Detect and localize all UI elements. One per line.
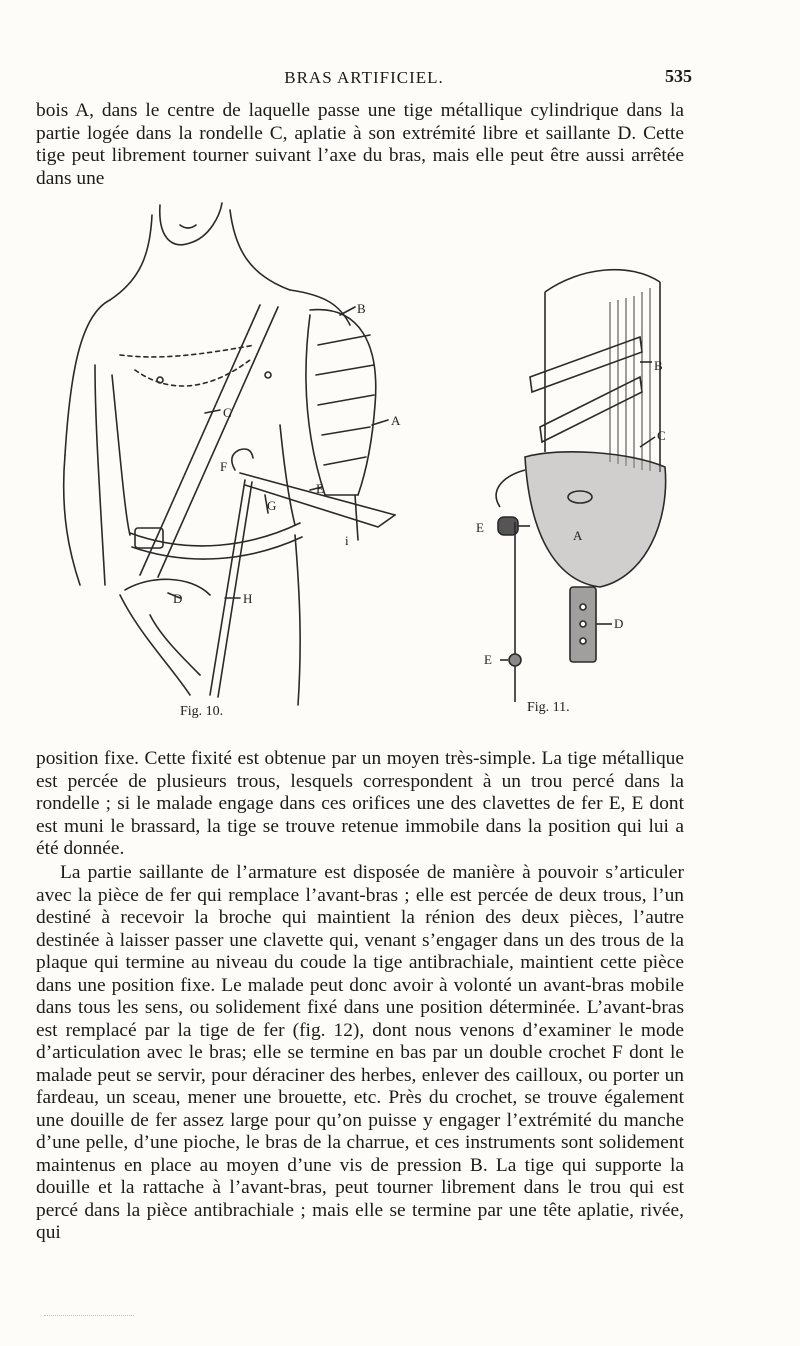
figure-10-illustration [40,195,420,715]
fig11-label-c: C [657,428,666,443]
fig11-label-d: D [614,616,624,631]
fig10-label-c: C [223,405,232,420]
paragraph-top: bois A, dans le centre de laquelle passe une tige métallique cylindrique dans la partie logée dans la rondelle C, aplatie à son extrémité libre et saillante D. Cette tige peut librement tourner suivant l’axe du bras, mais elle peut être aussi arrêtée dans une [36,100,684,189]
figure-10-caption: Fig. 10. [180,704,224,719]
fig10-label-d: D [173,591,183,606]
page-number: 535 [665,66,692,86]
footer-smudge [44,1315,134,1318]
running-head [44,66,692,94]
figure-11-illustration [470,262,680,712]
running-title: BRAS ARTIFICIEL. [284,68,444,87]
fig10-label-f: F [220,459,228,474]
paragraph-middle: position fixe. Cette fixité est obtenue par un moyen très-simple. La tige métallique est percée de plusieurs trous, lesquels correspondent à un trou percé dans la rondelle ; si le malade engage dans ces orifices une des clavettes de fer E, E dont est muni le brassard, la tige se trouve retenue immobile dans la position qui lui a été donnée. [36,748,684,859]
fig11-label-e-lower: E [484,652,492,667]
fig11-label-b: B [654,358,663,373]
fig10-label-i: i [345,533,349,548]
fig10-label-b: B [357,301,366,316]
fig10-label-g: G [267,498,277,513]
fig10-label-e: E [316,481,324,496]
fig10-label-h: H [243,591,253,606]
figure-11-caption: Fig. 11. [527,700,570,715]
fig11-label-a: A [573,528,583,543]
paragraph-main: La partie saillante de l’armature est disposée de manière à pouvoir s’articuler avec la pièce de fer qui remplace l’avant-bras ; elle est percée de deux trous, l’un destiné à recevoir la broche qui maintient la rénion des deux pièces, l’autre destinée à laisser passer une clavette qui, venant s’engager dans un des trous de la plaque qui termine au niveau du coude la tige antibrachiale, maintient cette pièce dans une position fixe. Le malade peut donc avoir à volonté un avant-bras mobile dans tous les sens, ou solidement fixé dans une position déterminée. L’avant-bras est remplacé par la tige de fer (fig. 12), dont nous venons d’examiner le mode d’articulation avec le bras; elle se termine en bas par un double crochet F dont le malade peut se servir, pour déraciner des herbes, enlever des cailloux, ou porter un fardeau, un sceau, mener une brouette, etc. Près du crochet, se trouve également une douille de fer assez large pour qu’on puisse y engager l’extrémité du manche d’une pelle, d’une pioche, le bras de la charrue, et ces instruments sont solidement maintenus en place au moyen d’une vis de pression B. La tige qui supporte la douille et la rattache à l’avant-bras, peut tourner librement dans le trou qui est percé dans la pièce antibrachiale ; mais elle se termine par une tête aplatie, rivée, qui [36,862,684,1243]
fig11-label-e-upper: E [476,520,484,535]
fig10-label-a: A [391,413,401,428]
